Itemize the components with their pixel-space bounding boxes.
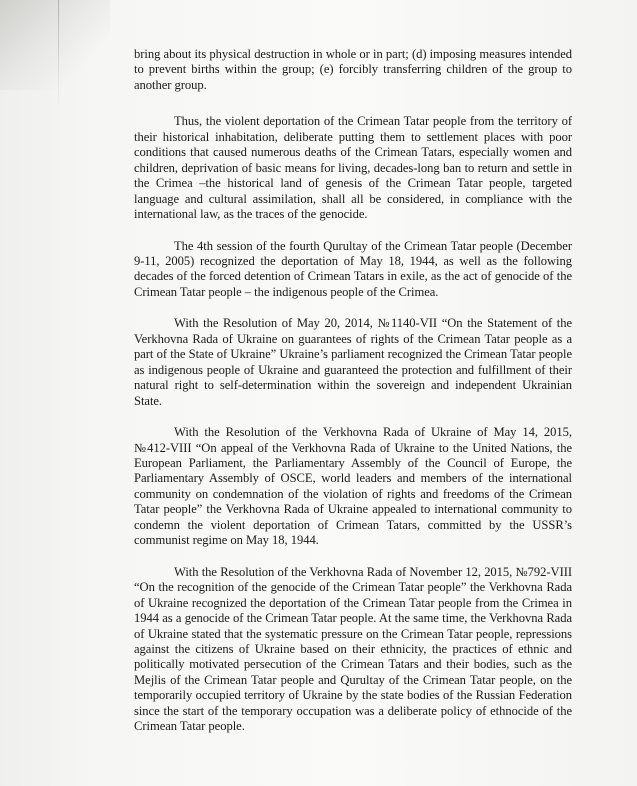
paragraph-deportation-traces: Thus, the violent deportation of the Crimean Tatar people from the territory of their historical inhabitation, deliberate putting them to settlement places with poor conditions that caused numerous deaths of the Crimean Tatars, especially women and children, deprivation of basic means for living, decades-long ban to return and settle in the Crimea –the historical land of genesis of the Crimean Tatar people, targeted language and cultural assimilation, shall all be considered, in compliance with the international law, as the traces of the genocide. — [134, 114, 572, 222]
page-fold-line — [58, 0, 59, 110]
paragraph-qurultay-session: The 4th session of the fourth Qurultay of the Crimean Tatar people (December 9-11, 2005) recognized the deportation of May 18, 1944, as well as the following decades of the forced detention of Crimean Tatars in exile, as the act of genocide of the Crimean Tatar people – the indigenous people of the Crimea. — [134, 238, 572, 299]
document-body — [134, 47, 572, 751]
paragraph-resolution-792: With the Resolution of the Verkhovna Rada of November 12, 2015, №792-VIII “On the recognition of the genocide of the Crimean Tatar people” the Verkhovna Rada of Ukraine recognized the deportation of the Crimean Tatar people from the Crimea in 1944 as a genocide of the Crimean Tatar people. At the same time, the Verkhovna Rada of Ukraine stated that the systematic pressure on the Crimean Tatar people, repressions against the citizens of Ukraine based on their ethnicity, the practices of ethnic and politically motivated persecution of the Crimean Tatars and their bodies, such as the Mejlis of the Crimean Tatar people and Qurultay of the Crimean Tatar people, on the temporarily occupied territory of Ukraine by the state bodies of the Russian Federation since the start of the temporary occupation was a deliberate policy of ethnocide of the Crimean Tatar people. — [134, 564, 572, 734]
paragraph-resolution-412: With the Resolution of the Verkhovna Rada of Ukraine of May 14, 2015, №412-VIII “On appeal of the Verkhovna Rada of Ukraine to the United Nations, the European Parliament, the Parliamentary Assembly of the Council of Europe, the Parliamentary Assembly of OSCE, world leaders and members of the international community on condemnation of the violation of rights and freedoms of the Crimean Tatar people” the Verkhovna Rada of Ukraine appealed to international community to condemn the violent deportation of Crimean Tatars, committed by the USSR’s communist regime on May 18, 1944. — [134, 425, 572, 548]
page-corner-shadow — [0, 0, 110, 90]
paragraph-continuation: bring about its physical destruction in whole or in part; (d) imposing measures intended to prevent births within the group; (e) forcibly transferring children of the group to another group. — [134, 47, 572, 92]
paragraph-resolution-1140: With the Resolution of May 20, 2014, №1140-VII “On the Statement of the Verkhovna Rada of Ukraine on guarantees of rights of the Crimean Tatar people as a part of the State of Ukraine” Ukraine’s parliament recognized the Crimean Tatar people as indigenous people of Ukraine and guaranteed the protection and fulfillment of their natural right to self-determination within the sovereign and independent Ukrainian State. — [134, 316, 572, 408]
